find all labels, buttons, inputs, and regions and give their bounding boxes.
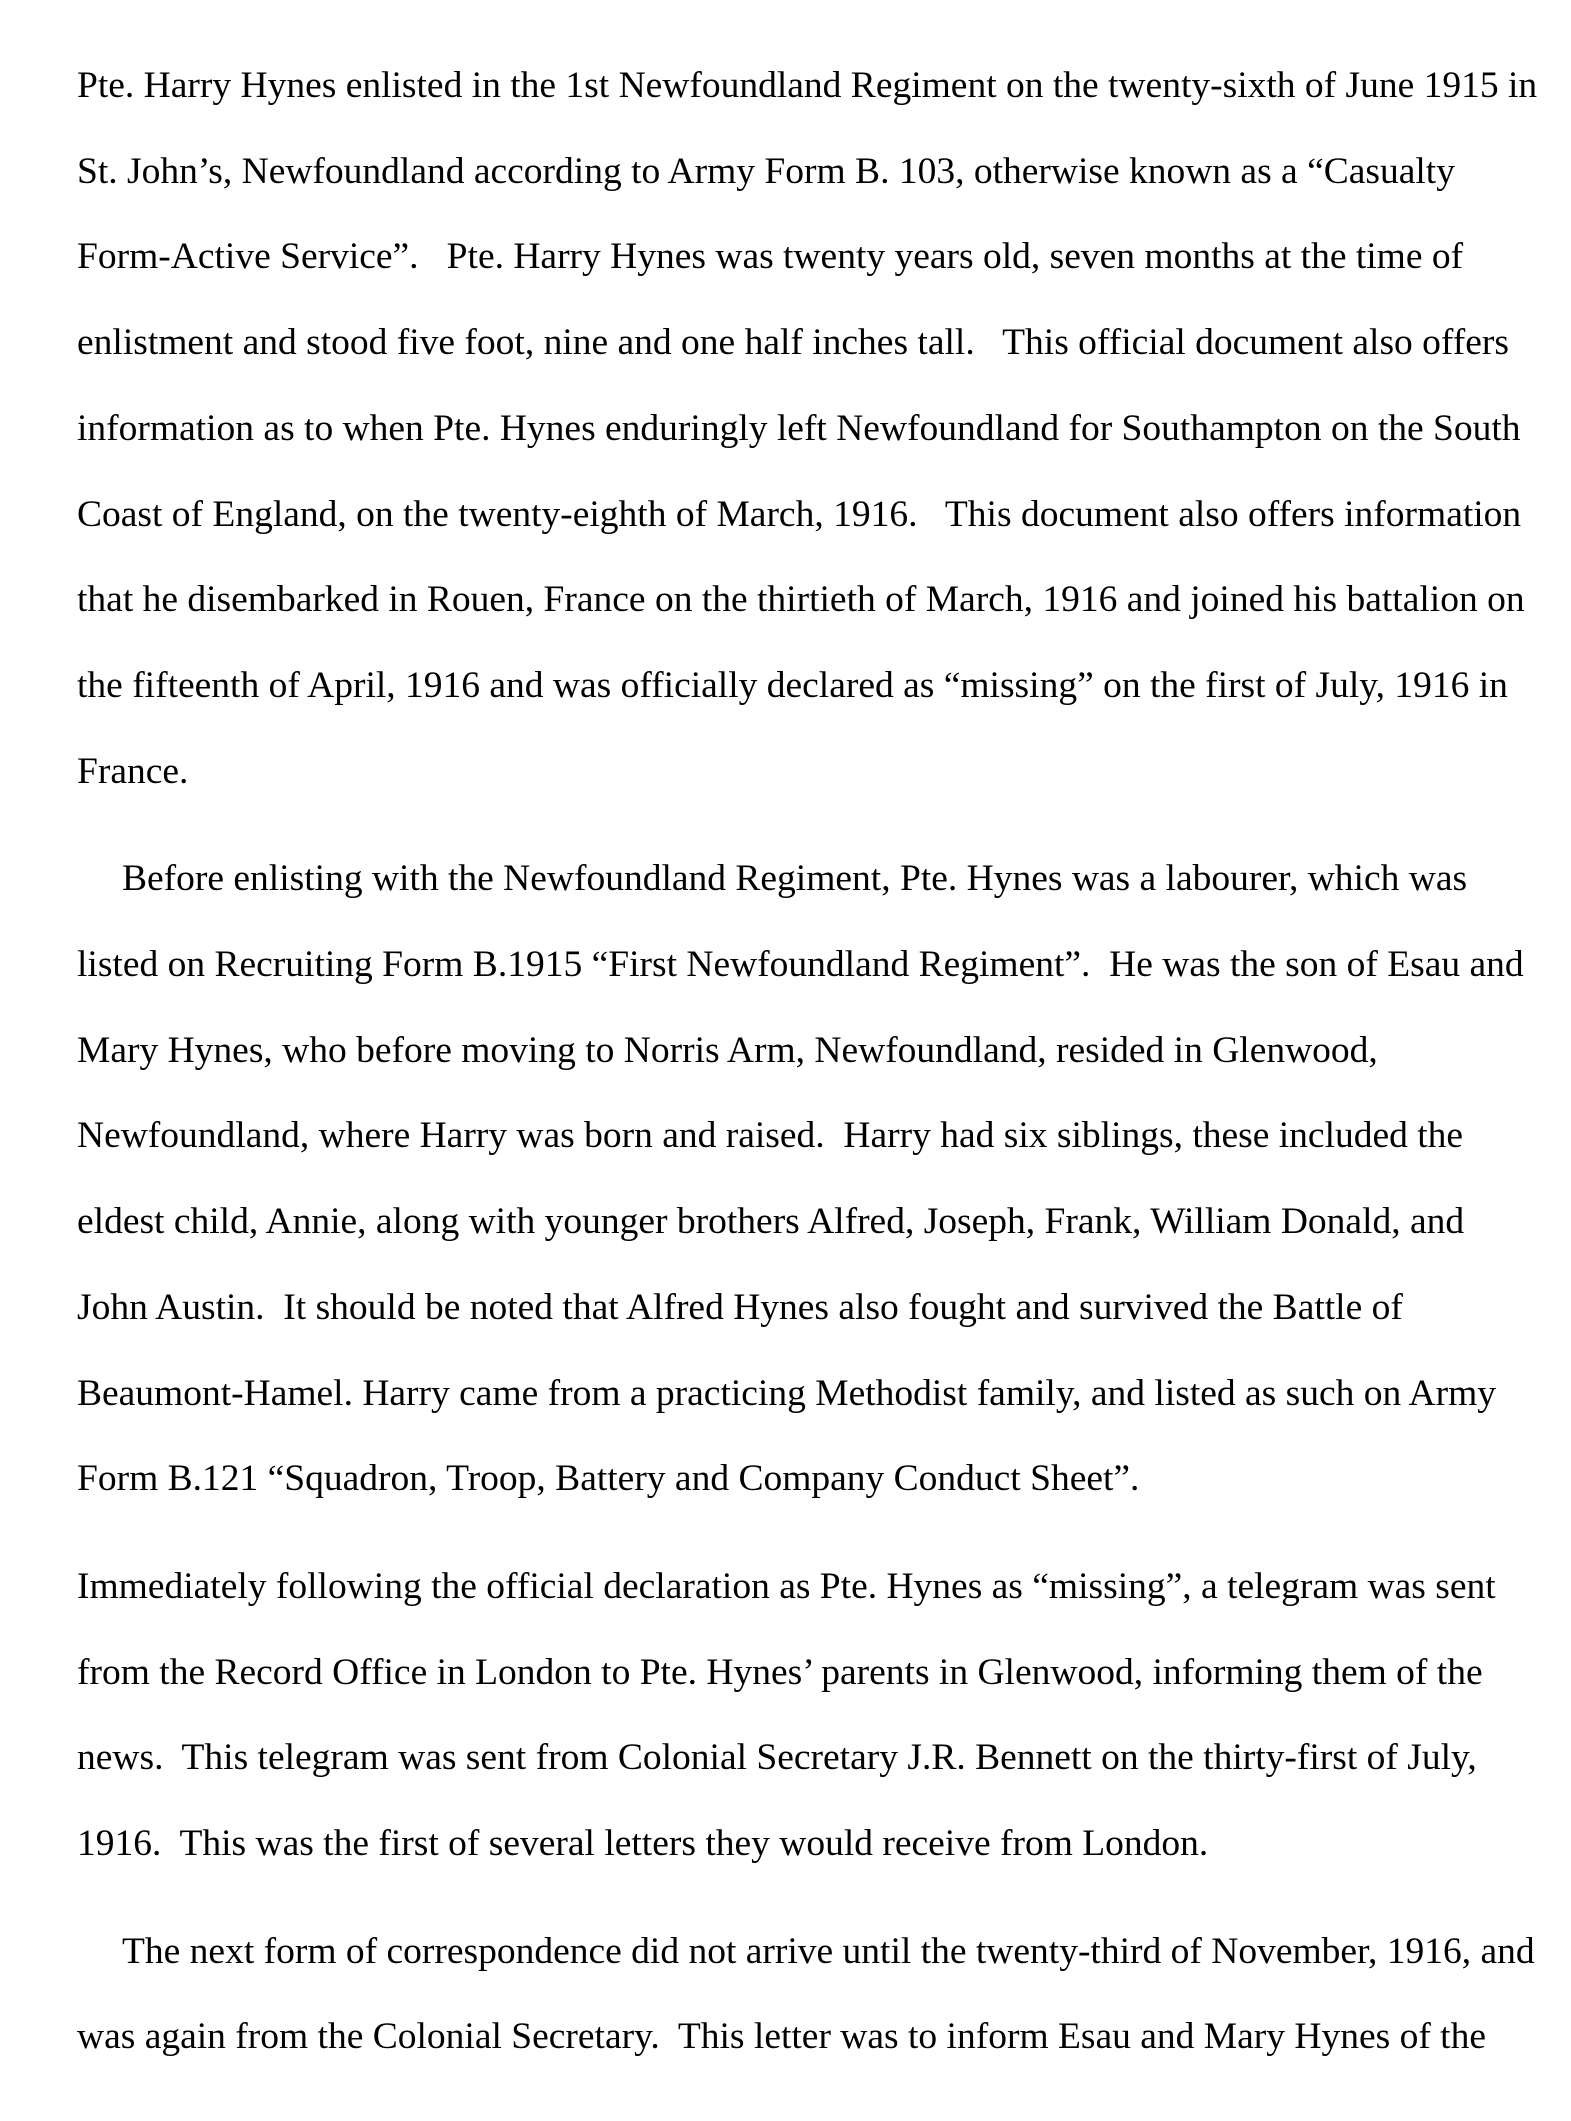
text-line: Immediately following the official declaration as Pte. Hynes as “missing”, a telegram was sent bbox=[77, 1565, 1496, 1607]
text-line: Before enlisting with the Newfoundland Regiment, Pte. Hynes was a labourer, which was bbox=[122, 858, 1468, 900]
text-line: France. bbox=[77, 750, 189, 792]
text-line: listed on Recruiting Form B.1915 “First Newfoundland Regiment”. He was the son of Esau and bbox=[77, 944, 1524, 986]
paragraph-3 bbox=[77, 1544, 1551, 1887]
text-line: that he disembarked in Rouen, France on the thirtieth of March, 1916 and joined his battalion on bbox=[77, 579, 1525, 621]
text-line: Coast of England, on the twenty-eighth of March, 1916. This document also offers information bbox=[77, 493, 1522, 535]
paragraph-2 bbox=[77, 836, 1551, 1522]
text-line: Beaumont-Hamel. Harry came from a practicing Methodist family, and listed as such on Army bbox=[77, 1372, 1497, 1414]
text-line: 1916. This was the first of several letters they would receive from London. bbox=[77, 1823, 1209, 1865]
text-line: enlistment and stood five foot, nine and one half inches tall. This official document also offers bbox=[77, 322, 1509, 364]
paragraph-1 bbox=[77, 43, 1551, 814]
document-body bbox=[77, 43, 1551, 2080]
text-line: Form-Active Service”. Pte. Harry Hynes was twenty years old, seven months at the time of bbox=[77, 236, 1464, 278]
text-line: St. John’s, Newfoundland according to Army Form B. 103, otherwise known as a “Casualty bbox=[77, 150, 1455, 192]
text-line: eldest child, Annie, along with younger brothers Alfred, Joseph, Frank, William Donald, and bbox=[77, 1201, 1465, 1243]
text-line: The next form of correspondence did not arrive until the twenty-third of November, 1916, and bbox=[122, 1930, 1535, 1972]
text-line: from the Record Office in London to Pte. Hynes’ parents in Glenwood, informing them of the bbox=[77, 1651, 1483, 1693]
text-line: information as to when Pte. Hynes enduringly left Newfoundland for Southampton on the South bbox=[77, 407, 1521, 449]
paragraph-4 bbox=[77, 1909, 1551, 2080]
text-line: the fifteenth of April, 1916 and was officially declared as “missing” on the first of July, 1916 in bbox=[77, 664, 1508, 706]
text-line: Mary Hynes, who before moving to Norris Arm, Newfoundland, resided in Glenwood, bbox=[77, 1029, 1378, 1071]
text-line: was again from the Colonial Secretary. This letter was to inform Esau and Mary Hynes of the bbox=[77, 2016, 1486, 2058]
text-line: John Austin. It should be noted that Alfred Hynes also fought and survived the Battle of bbox=[77, 1286, 1403, 1328]
text-line: Newfoundland, where Harry was born and raised. Harry had six siblings, these included the bbox=[77, 1115, 1464, 1157]
text-line: Pte. Harry Hynes enlisted in the 1st Newfoundland Regiment on the twenty-sixth of June 1915 in bbox=[77, 65, 1538, 106]
text-line: news. This telegram was sent from Colonial Secretary J.R. Bennett on the thirty-first of July, bbox=[77, 1737, 1477, 1779]
text-line: Form B.121 “Squadron, Troop, Battery and Company Conduct Sheet”. bbox=[77, 1458, 1140, 1500]
